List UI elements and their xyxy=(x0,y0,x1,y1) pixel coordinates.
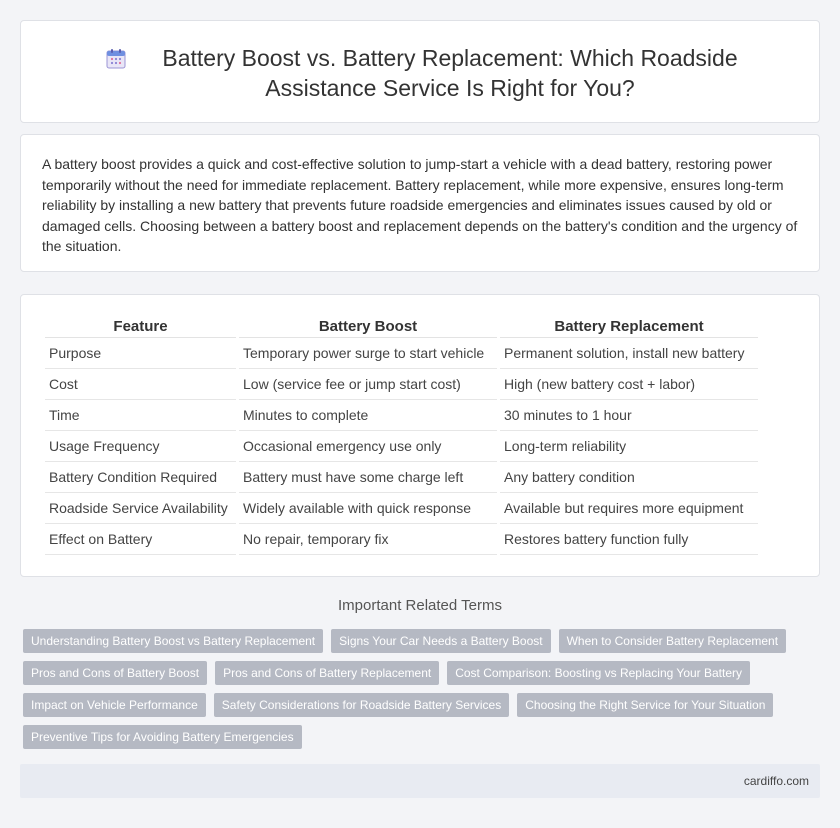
table-cell: High (new battery cost + labor) xyxy=(500,369,758,400)
comparison-card xyxy=(20,294,820,577)
table-cell: Effect on Battery xyxy=(45,524,236,555)
table-cell: Long-term reliability xyxy=(500,431,758,462)
table-cell: Battery must have some charge left xyxy=(239,462,497,493)
related-term-link[interactable]: Understanding Battery Boost vs Battery Replacement xyxy=(23,629,323,653)
table-cell: Any battery condition xyxy=(500,462,758,493)
header-battery-boost: Battery Boost xyxy=(239,315,497,338)
related-term-link[interactable]: Cost Comparison: Boosting vs Replacing Your Battery xyxy=(447,661,750,685)
header-battery-replacement: Battery Replacement xyxy=(500,315,758,338)
table-cell: Usage Frequency xyxy=(45,431,236,462)
table-cell: Time xyxy=(45,400,236,431)
table-cell: Permanent solution, install new battery xyxy=(500,338,758,369)
table-cell: Minutes to complete xyxy=(239,400,497,431)
related-term-link[interactable]: Choosing the Right Service for Your Situation xyxy=(517,693,773,717)
table-cell: No repair, temporary fix xyxy=(239,524,497,555)
table-row xyxy=(45,369,758,400)
table-cell: Widely available with quick response xyxy=(239,493,497,524)
table-row xyxy=(45,462,758,493)
related-term-link[interactable]: Safety Considerations for Roadside Battery Services xyxy=(214,693,509,717)
table-row xyxy=(45,524,758,555)
related-term-link[interactable]: Pros and Cons of Battery Boost xyxy=(23,661,207,685)
related-term-link[interactable]: Impact on Vehicle Performance xyxy=(23,693,206,717)
table-row xyxy=(45,338,758,369)
table-row xyxy=(45,493,758,524)
comparison-table xyxy=(42,315,761,555)
related-term-link[interactable]: When to Consider Battery Replacement xyxy=(559,629,786,653)
related-term-link[interactable]: Signs Your Car Needs a Battery Boost xyxy=(331,629,550,653)
title-card xyxy=(20,20,820,123)
footer-site[interactable]: cardiffo.com xyxy=(743,774,809,788)
intro-card xyxy=(20,134,820,272)
table-row xyxy=(45,431,758,462)
table-row xyxy=(45,400,758,431)
table-cell: Available but requires more equipment xyxy=(500,493,758,524)
table-cell: Restores battery function fully xyxy=(500,524,758,555)
table-cell: Battery Condition Required xyxy=(45,462,236,493)
intro-paragraph: A battery boost provides a quick and cost-effective solution to jump-start a vehicle with a dead battery, restoring power temporarily without the need for immediate replacement. Battery replacement, while more expensive, ensures long-term reliability by installing a new battery that prevents future roadside emergencies and eliminates issues caused by old or damaged cells. Choosing between a battery boost and replacement depends on the battery's condition and the urgency of the situation. xyxy=(42,156,798,254)
table-cell: 30 minutes to 1 hour xyxy=(500,400,758,431)
table-cell: Occasional emergency use only xyxy=(239,431,497,462)
related-term-link[interactable]: Preventive Tips for Avoiding Battery Emergencies xyxy=(23,725,302,749)
related-terms-title: Important Related Terms xyxy=(338,597,502,614)
header-feature: Feature xyxy=(45,315,236,338)
table-cell: Purpose xyxy=(45,338,236,369)
page-title: Battery Boost vs. Battery Replacement: Which Roadside Assistance Service Is Right for You? xyxy=(162,45,738,101)
table-header-row xyxy=(45,315,758,338)
table-cell: Temporary power surge to start vehicle xyxy=(239,338,497,369)
table-cell: Low (service fee or jump start cost) xyxy=(239,369,497,400)
table-cell: Roadside Service Availability xyxy=(45,493,236,524)
related-term-link[interactable]: Pros and Cons of Battery Replacement xyxy=(215,661,439,685)
related-terms-list xyxy=(23,629,813,757)
footer xyxy=(20,764,820,798)
table-cell: Cost xyxy=(45,369,236,400)
